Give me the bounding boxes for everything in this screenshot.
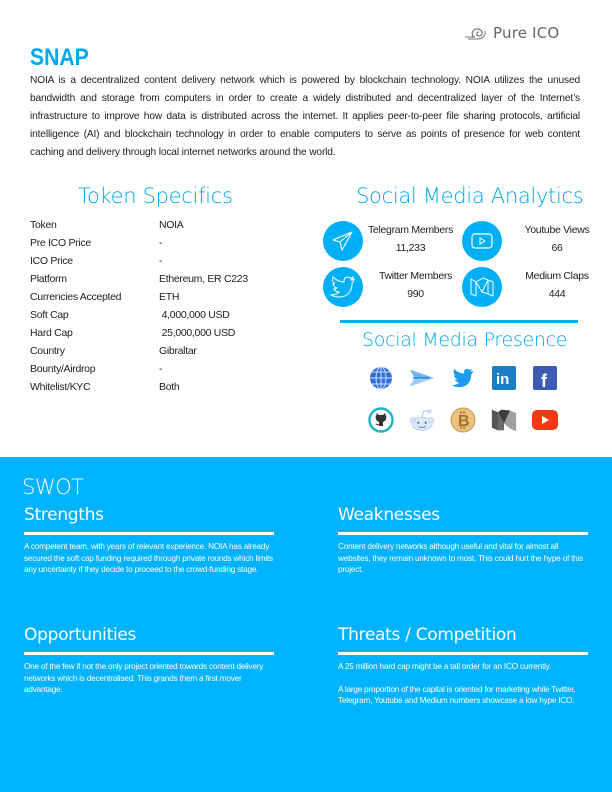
intro-paragraph: NOIA is a decentralized content delivery network which is powered by blockchain technology. NOIA utilizes the unused bandwidth and storage from computers in order to create a widely distributed and decentralized layer of the Internet’s infrastructure to improve how data is distributed across the internet. It applies peer-to-peer file sharing protocols, artificial intelligence (AI) and blockchain technology in order to enable computers to serve as points of presence for web content caching and delivery through local internet networks around the world. (30, 75, 580, 158)
stat-value: 444 (548, 288, 566, 300)
svg-text:B: B (458, 413, 470, 430)
spec-value: 4,000,000 USD (159, 309, 230, 321)
spec-row (30, 324, 248, 342)
telegram-icon (323, 221, 363, 261)
spec-row (30, 306, 248, 324)
spec-row (30, 288, 248, 306)
section-divider (340, 320, 578, 323)
threats-heading: Threats / Competition (338, 625, 517, 645)
stat-twitter (323, 267, 453, 307)
spec-value: NOIA (159, 219, 184, 231)
reddit-icon[interactable] (409, 407, 435, 433)
spec-row (30, 216, 248, 234)
threats-text-2: A large proportion of the capital is oriented for marketing while Twitter, Telegram, Youtube and Medium numbers showcase a low hype ICO. (338, 684, 576, 705)
stat-telegram (323, 221, 454, 261)
brand-logo (463, 24, 559, 42)
spec-label: ICO Price (30, 255, 73, 267)
stat-label: Youtube Views (524, 224, 590, 236)
spec-row (30, 270, 248, 288)
token-specifics-table (30, 216, 248, 396)
bitcoin-icon[interactable] (450, 407, 476, 433)
heading-underline (24, 532, 274, 535)
spec-label: Hard Cap (30, 327, 73, 339)
swot-strengths (24, 505, 276, 576)
github-icon[interactable] (368, 407, 394, 433)
heading-underline (338, 652, 588, 655)
token-specifics-heading: Token Specifics (78, 184, 233, 208)
swot-weaknesses (338, 505, 590, 576)
twitter-icon[interactable] (450, 365, 476, 391)
spec-value: Both (159, 381, 180, 393)
social-analytics-heading: Social Media Analytics (356, 184, 584, 208)
spec-value: - (159, 363, 163, 375)
page-title: SNAP (30, 44, 89, 71)
strengths-heading: Strengths (24, 505, 104, 525)
stat-youtube (462, 221, 590, 261)
svg-text:in: in (496, 371, 510, 388)
globe-icon[interactable] (368, 365, 394, 391)
heading-underline (338, 532, 588, 535)
spec-row (30, 342, 248, 360)
facebook-icon[interactable] (532, 365, 558, 391)
heading-underline (24, 652, 274, 655)
stat-label: Medium Claps (525, 270, 589, 282)
medium-icon (462, 267, 502, 307)
swot-threats (338, 625, 590, 707)
brand-name: Pure ICO (493, 24, 560, 42)
swirl-logo-icon (463, 26, 487, 40)
twitter-icon (323, 267, 363, 307)
spec-row (30, 234, 248, 252)
swot-title: SWOT (22, 475, 84, 499)
youtube-icon[interactable] (532, 407, 558, 433)
spec-row (30, 360, 248, 378)
spec-value: ETH (159, 291, 180, 303)
spec-value: Ethereum, ER C223 (159, 273, 248, 285)
youtube-icon (462, 221, 502, 261)
social-presence-icons (368, 364, 558, 434)
stat-value: 990 (407, 288, 424, 300)
opportunities-heading: Opportunities (24, 625, 137, 645)
spec-label: Bounty/Airdrop (30, 363, 96, 375)
spec-value: 25,000,000 USD (159, 327, 236, 339)
telegram-icon[interactable] (409, 365, 435, 391)
svg-text:f: f (541, 371, 547, 390)
stat-medium (462, 267, 589, 307)
spec-value: - (159, 237, 163, 249)
medium-icon[interactable] (491, 407, 517, 433)
threats-text-1: A 25 million hard cap might be a tall order for an ICO currently. (338, 662, 552, 671)
spec-label: Soft Cap (30, 309, 69, 321)
opportunities-text: One of the few if not the only project oriented towards content delivery networks which is decentralised. This grands them a first mover advantage. (24, 662, 264, 694)
social-presence-heading: Social Media Presence (362, 329, 568, 351)
stat-label: Telegram Members (367, 224, 454, 236)
stat-label: Twitter Members (378, 270, 453, 282)
swot-section (0, 457, 612, 792)
stat-value: 11,233 (395, 242, 426, 254)
swot-opportunities (24, 625, 276, 696)
spec-value: Gibraltar (159, 345, 197, 357)
spec-label: Whitelist/KYC (30, 381, 91, 393)
spec-label: Token (30, 219, 57, 231)
spec-label: Pre ICO Price (30, 237, 91, 249)
spec-row (30, 252, 248, 270)
spec-label: Country (30, 345, 65, 357)
weaknesses-text: Content delivery networks although useful and vital for almost all websites, they remain unknown to most. This could hurt the hype of this project. (338, 542, 584, 574)
stat-value: 66 (551, 242, 563, 254)
spec-value: - (159, 255, 163, 267)
strengths-text: A competent team, with years of relevant experience. NOIA has already secured the soft cap funding required through private rounds which limits any uncertainty if they decide to proceed to the crowd-funding stage. (24, 542, 273, 574)
weaknesses-heading: Weaknesses (338, 505, 440, 525)
spec-label: Currencies Accepted (30, 291, 122, 303)
spec-label: Platform (30, 273, 67, 285)
linkedin-icon[interactable] (491, 365, 517, 391)
spec-row (30, 378, 248, 396)
